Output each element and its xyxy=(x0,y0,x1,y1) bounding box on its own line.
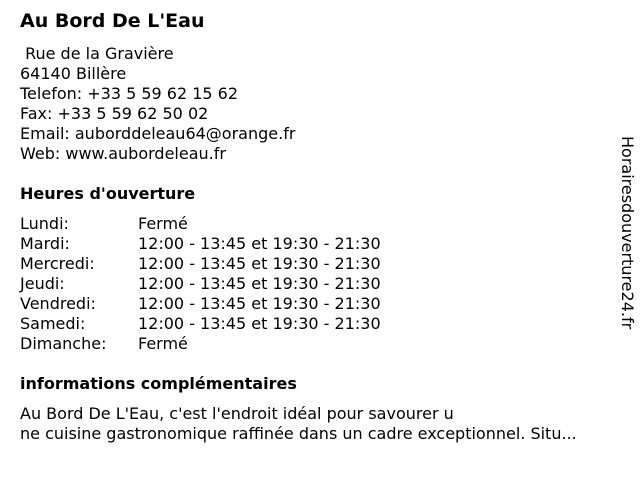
day-time: 12:00 - 13:45 et 19:30 - 21:30 xyxy=(138,254,381,273)
hours-row-samedi xyxy=(20,314,381,334)
day-time: Fermé xyxy=(138,214,188,233)
fax-line: Fax: +33 5 59 62 50 02 xyxy=(20,104,209,123)
site-watermark: Horairesdouverture24.fr xyxy=(618,136,637,330)
day-label: Lundi: xyxy=(20,214,69,233)
day-label: Samedi: xyxy=(20,314,86,333)
hours-row-dimanche xyxy=(20,334,381,354)
hours-row-jeudi xyxy=(20,274,381,294)
business-name: Au Bord De L'Eau xyxy=(20,10,205,32)
info-description xyxy=(20,404,630,444)
phone-line: Telefon: +33 5 59 62 15 62 xyxy=(20,84,239,103)
info-line-1: Au Bord De L'Eau, c'est l'endroit idéal pour savourer u xyxy=(20,404,454,423)
hours-row-mercredi xyxy=(20,254,381,274)
day-time: 12:00 - 13:45 et 19:30 - 21:30 xyxy=(138,274,381,293)
day-time: 12:00 - 13:45 et 19:30 - 21:30 xyxy=(138,314,381,333)
web-line: Web: www.aubordeleau.fr xyxy=(20,144,226,163)
hours-row-lundi xyxy=(20,214,381,234)
day-label: Dimanche: xyxy=(20,334,107,353)
hours-table xyxy=(20,214,381,354)
address-city: 64140 Billère xyxy=(20,64,127,83)
contact-block xyxy=(20,44,295,164)
day-time: 12:00 - 13:45 et 19:30 - 21:30 xyxy=(138,234,381,253)
day-time: Fermé xyxy=(138,334,188,353)
info-heading: informations complémentaires xyxy=(20,374,297,393)
day-label: Mardi: xyxy=(20,234,70,253)
info-line-2: ne cuisine gastronomique raffinée dans un cadre exceptionnel. Situ... xyxy=(20,424,577,443)
day-label: Mercredi: xyxy=(20,254,95,273)
day-label: Vendredi: xyxy=(20,294,96,313)
address-street: Rue de la Gravière xyxy=(20,44,174,63)
day-label: Jeudi: xyxy=(20,274,65,293)
hours-heading: Heures d'ouverture xyxy=(20,184,196,203)
hours-row-mardi xyxy=(20,234,381,254)
email-line: Email: auborddeleau64@orange.fr xyxy=(20,124,296,143)
hours-row-vendredi xyxy=(20,294,381,314)
day-time: 12:00 - 13:45 et 19:30 - 21:30 xyxy=(138,294,381,313)
